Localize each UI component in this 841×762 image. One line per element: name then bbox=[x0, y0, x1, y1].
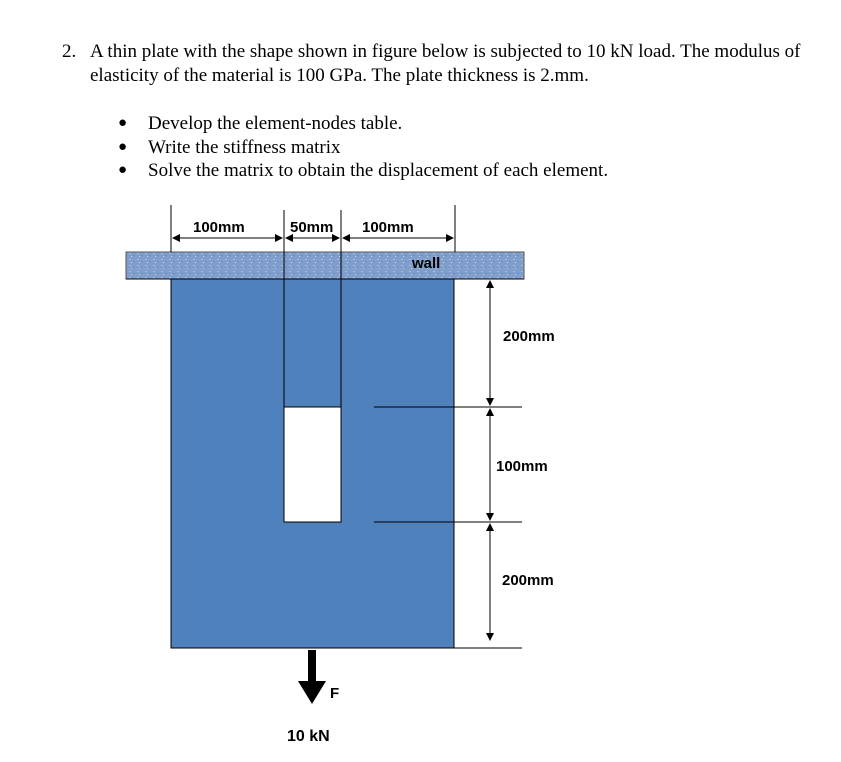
wall-label: wall bbox=[412, 255, 441, 272]
bullet-icon: ● bbox=[118, 115, 128, 131]
dim-top-height: 200mm bbox=[503, 328, 555, 345]
problem-number: 2. bbox=[62, 41, 77, 62]
task-item: ● Solve the matrix to obtain the displacement of each element. bbox=[118, 160, 609, 181]
force-arrow-icon bbox=[298, 681, 326, 704]
dim-middle-height: 100mm bbox=[496, 458, 548, 475]
force-arrow-shaft bbox=[308, 650, 316, 681]
task-item: ● Write the stiffness matrix bbox=[118, 136, 341, 158]
task-item: ● Develop the element-nodes table. bbox=[118, 113, 403, 134]
hole bbox=[284, 407, 341, 522]
dim-slot-width: 50mm bbox=[290, 219, 334, 236]
slot-strip bbox=[284, 279, 341, 407]
dim-right-width: 100mm bbox=[362, 219, 414, 236]
force-symbol: F bbox=[330, 685, 340, 702]
dim-left-width: 100mm bbox=[193, 219, 245, 236]
problem-statement: A thin plate with the shape shown in figure below is subjected to 10 kN load. The modulus of elasticity of the material is 100 GPa. The plate thickness is 2.mm. bbox=[90, 41, 801, 86]
wall bbox=[126, 252, 524, 279]
bullet-icon: ● bbox=[118, 162, 128, 178]
bullet-icon: ● bbox=[118, 138, 128, 155]
dim-bottom-height: 200mm bbox=[502, 572, 554, 589]
force-value: 10 kN bbox=[287, 728, 330, 745]
